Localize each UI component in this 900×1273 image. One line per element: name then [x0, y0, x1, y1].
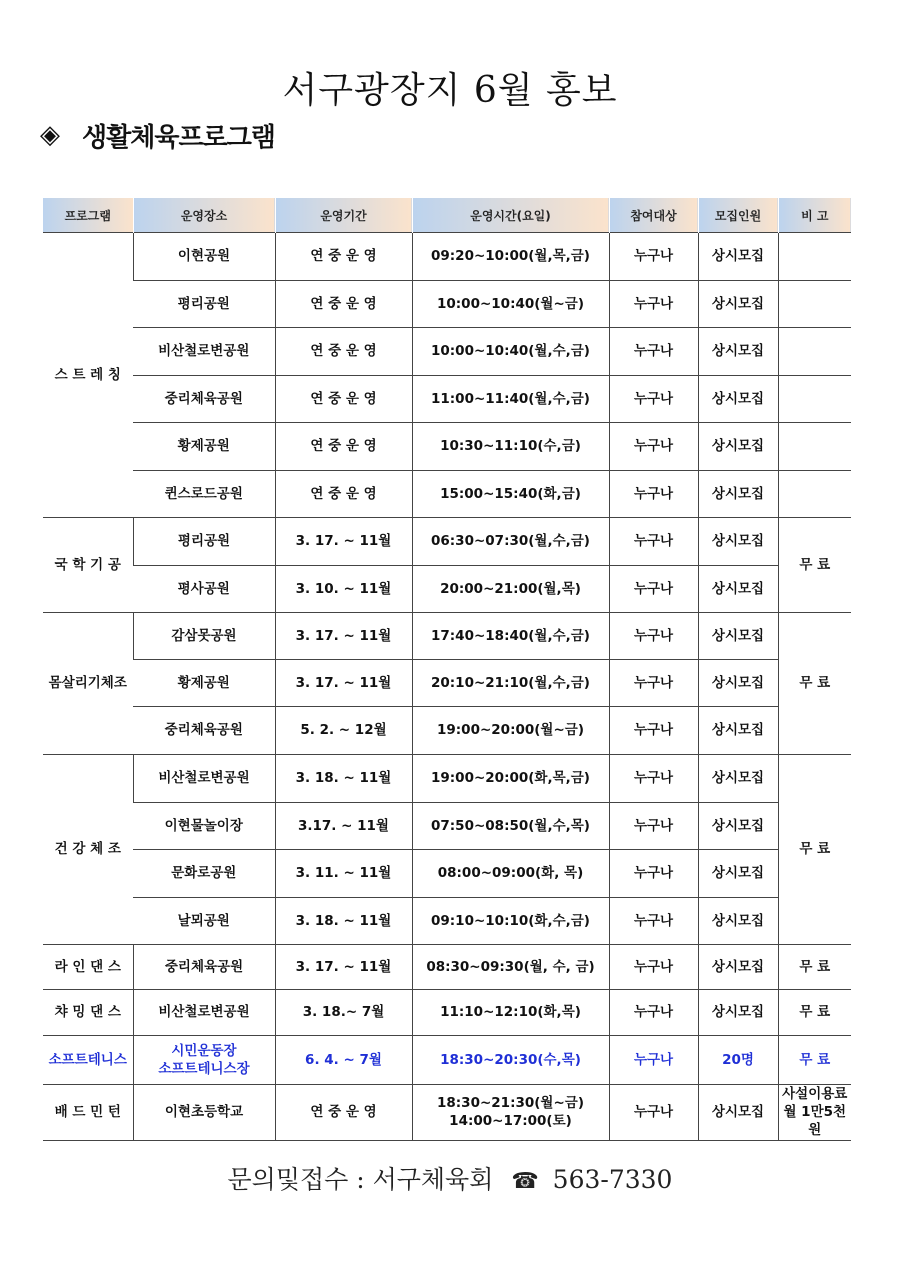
note-cell: 무 료 [778, 945, 851, 990]
time-cell: 19:00~20:00(화,목,금) [412, 755, 609, 803]
table-row [43, 376, 851, 423]
place-cell: 평리공원 [133, 281, 275, 328]
time-cell: 10:30~11:10(수,금) [412, 423, 609, 471]
program-cell: 소프트테니스 [43, 1036, 133, 1085]
place-line: 시민운동장 [171, 1042, 237, 1059]
recruit-cell: 상시모집 [698, 755, 778, 803]
time-cell [412, 1085, 609, 1141]
place-cell: 황제공원 [133, 423, 275, 471]
recruit-cell: 상시모집 [698, 990, 778, 1036]
note-line: 월 1만5천원 [783, 1104, 847, 1139]
note-cell [778, 376, 851, 423]
table-row [43, 423, 851, 471]
time-cell: 20:10~21:10(월,수,금) [412, 660, 609, 707]
note-cell [778, 1085, 851, 1141]
place-cell: 이현공원 [133, 233, 275, 281]
note-line: 사설이용료 [782, 1086, 848, 1102]
time-cell: 09:20~10:00(월,목,금) [412, 233, 609, 281]
table-row [43, 755, 851, 803]
target-cell: 누구나 [609, 660, 698, 707]
footer-label: 문의및접수 : 서구체육회 [227, 1165, 494, 1194]
target-cell: 누구나 [609, 233, 698, 281]
recruit-cell: 상시모집 [698, 281, 778, 328]
period-cell: 연 중 운 영 [275, 1085, 412, 1141]
target-cell: 누구나 [609, 1036, 698, 1085]
recruit-cell: 상시모집 [698, 233, 778, 281]
header-period: 운영기간 [275, 198, 412, 233]
header-program: 프로그램 [43, 198, 133, 233]
recruit-cell: 상시모집 [698, 613, 778, 660]
place-cell: 중리체육공원 [133, 945, 275, 990]
place-cell: 비산철로변공원 [133, 990, 275, 1036]
period-cell: 3. 17. ~ 11월 [275, 660, 412, 707]
time-cell: 10:00~10:40(월,수,금) [412, 328, 609, 376]
program-cell: 스 트 레 칭 [43, 233, 133, 518]
place-line: 소프트테니스장 [158, 1061, 250, 1077]
table-row [43, 1036, 851, 1085]
recruit-cell: 상시모집 [698, 518, 778, 566]
program-cell: 국 학 기 공 [43, 518, 133, 613]
time-cell: 06:30~07:30(월,수,금) [412, 518, 609, 566]
recruit-cell: 상시모집 [698, 707, 778, 755]
place-cell: 감삼못공원 [133, 613, 275, 660]
period-cell: 연 중 운 영 [275, 281, 412, 328]
footer-phone: 563-7330 [552, 1165, 673, 1194]
period-cell: 3.17. ~ 11월 [275, 803, 412, 850]
period-cell: 3. 18.~ 7월 [275, 990, 412, 1036]
period-cell: 3. 10. ~ 11월 [275, 566, 412, 613]
target-cell: 누구나 [609, 328, 698, 376]
note-cell: 무 료 [778, 990, 851, 1036]
time-cell: 10:00~10:40(월~금) [412, 281, 609, 328]
place-cell: 이현물놀이장 [133, 803, 275, 850]
table-row [43, 803, 851, 850]
place-cell: 이현초등학교 [133, 1085, 275, 1141]
period-cell: 5. 2. ~ 12월 [275, 707, 412, 755]
period-cell: 3. 17. ~ 11월 [275, 518, 412, 566]
time-cell: 17:40~18:40(월,수,금) [412, 613, 609, 660]
header-note: 비 고 [778, 198, 851, 233]
period-cell: 3. 17. ~ 11월 [275, 613, 412, 660]
schedule-table [43, 198, 851, 1141]
program-cell: 건 강 체 조 [43, 755, 133, 945]
table-row [43, 990, 851, 1036]
page-title: 서구광장지 6월 홍보 [282, 70, 618, 111]
program-cell: 몸살리기체조 [43, 613, 133, 755]
place-cell: 비산철로변공원 [133, 755, 275, 803]
program-cell: 라 인 댄 스 [43, 945, 133, 990]
table-row [43, 707, 851, 755]
recruit-cell: 상시모집 [698, 423, 778, 471]
recruit-cell: 상시모집 [698, 945, 778, 990]
target-cell: 누구나 [609, 898, 698, 945]
section-heading [40, 115, 275, 155]
recruit-cell: 상시모집 [698, 471, 778, 518]
period-cell: 연 중 운 영 [275, 471, 412, 518]
header-recruit: 모집인원 [698, 198, 778, 233]
table-row [43, 660, 851, 707]
target-cell: 누구나 [609, 707, 698, 755]
note-cell: 무 료 [778, 1036, 851, 1085]
target-cell: 누구나 [609, 755, 698, 803]
target-cell: 누구나 [609, 281, 698, 328]
target-cell: 누구나 [609, 945, 698, 990]
place-cell: 비산철로변공원 [133, 328, 275, 376]
period-cell: 연 중 운 영 [275, 233, 412, 281]
diamond-icon: ◈ [40, 120, 60, 150]
section-label: 생활체육프로그램 [82, 122, 275, 153]
note-cell: 무 료 [778, 518, 851, 613]
time-cell: 08:30~09:30(월, 수, 금) [412, 945, 609, 990]
time-cell: 19:00~20:00(월~금) [412, 707, 609, 755]
period-cell: 3. 11. ~ 11월 [275, 850, 412, 898]
period-cell: 3. 18. ~ 11월 [275, 755, 412, 803]
target-cell: 누구나 [609, 376, 698, 423]
header-target: 참여대상 [609, 198, 698, 233]
target-cell: 누구나 [609, 613, 698, 660]
period-cell: 3. 18. ~ 11월 [275, 898, 412, 945]
note-cell [778, 471, 851, 518]
table-row [43, 566, 851, 613]
target-cell: 누구나 [609, 990, 698, 1036]
target-cell: 누구나 [609, 566, 698, 613]
table-row [43, 518, 851, 566]
time-cell: 09:10~10:10(화,수,금) [412, 898, 609, 945]
table-row [43, 328, 851, 376]
time-cell: 20:00~21:00(월,목) [412, 566, 609, 613]
table-header-row [43, 198, 851, 233]
target-cell: 누구나 [609, 1085, 698, 1141]
target-cell: 누구나 [609, 423, 698, 471]
note-cell [778, 423, 851, 471]
time-line: 14:00~17:00(토) [449, 1113, 572, 1130]
place-cell: 평사공원 [133, 566, 275, 613]
table-row [43, 945, 851, 990]
recruit-cell: 상시모집 [698, 803, 778, 850]
period-cell: 연 중 운 영 [275, 328, 412, 376]
recruit-cell: 상시모집 [698, 898, 778, 945]
recruit-cell: 상시모집 [698, 566, 778, 613]
note-cell [778, 281, 851, 328]
time-cell: 08:00~09:00(화, 목) [412, 850, 609, 898]
recruit-cell: 상시모집 [698, 376, 778, 423]
recruit-cell: 상시모집 [698, 850, 778, 898]
recruit-cell: 상시모집 [698, 328, 778, 376]
table-row [43, 471, 851, 518]
time-cell: 18:30~20:30(수,목) [412, 1036, 609, 1085]
note-cell: 무 료 [778, 755, 851, 945]
place-cell [133, 1036, 275, 1085]
note-cell [778, 233, 851, 281]
target-cell: 누구나 [609, 850, 698, 898]
table-row [43, 898, 851, 945]
table-row [43, 850, 851, 898]
place-cell: 중리체육공원 [133, 376, 275, 423]
period-cell: 연 중 운 영 [275, 423, 412, 471]
footer-contact [0, 1160, 900, 1196]
place-cell: 평리공원 [133, 518, 275, 566]
phone-icon: ☎ [511, 1169, 539, 1194]
program-cell: 배 드 민 턴 [43, 1085, 133, 1141]
recruit-cell: 20명 [698, 1036, 778, 1085]
table-row [43, 281, 851, 328]
place-cell: 날뫼공원 [133, 898, 275, 945]
period-cell: 3. 17. ~ 11월 [275, 945, 412, 990]
time-cell: 11:00~11:40(월,수,금) [412, 376, 609, 423]
period-cell: 6. 4. ~ 7월 [275, 1036, 412, 1085]
time-cell: 07:50~08:50(월,수,목) [412, 803, 609, 850]
recruit-cell: 상시모집 [698, 1085, 778, 1141]
time-cell: 15:00~15:40(화,금) [412, 471, 609, 518]
table-row [43, 233, 851, 281]
time-cell: 11:10~12:10(화,목) [412, 990, 609, 1036]
recruit-cell: 상시모집 [698, 660, 778, 707]
place-cell: 문화로공원 [133, 850, 275, 898]
table-row [43, 1085, 851, 1141]
place-cell: 퀸스로드공원 [133, 471, 275, 518]
program-cell: 챠 밍 댄 스 [43, 990, 133, 1036]
note-cell [778, 328, 851, 376]
header-place: 운영장소 [133, 198, 275, 233]
period-cell: 연 중 운 영 [275, 376, 412, 423]
place-cell: 황제공원 [133, 660, 275, 707]
target-cell: 누구나 [609, 471, 698, 518]
header-time: 운영시간(요일) [412, 198, 609, 233]
target-cell: 누구나 [609, 518, 698, 566]
target-cell: 누구나 [609, 803, 698, 850]
time-line: 18:30~21:30(월~금) [437, 1095, 584, 1112]
note-cell: 무 료 [778, 613, 851, 755]
table-row [43, 613, 851, 660]
place-cell: 중리체육공원 [133, 707, 275, 755]
